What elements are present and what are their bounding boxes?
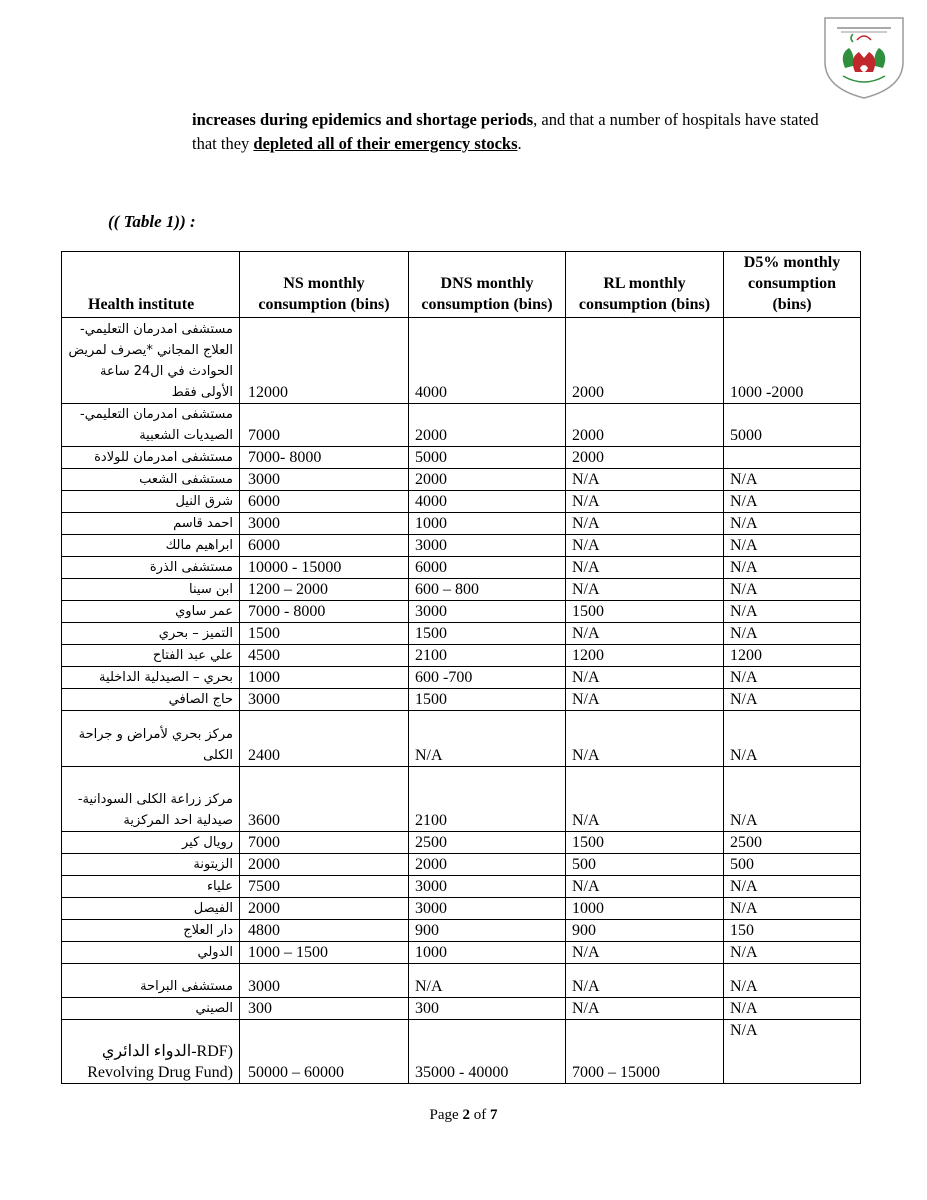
institute-cell: علياء [62,876,240,898]
dns-cell: 600 -700 [409,667,566,689]
rl-cell: N/A [566,964,724,998]
page-total: 7 [489,1107,498,1123]
rl-cell: N/A [566,623,724,645]
table-row [62,767,861,832]
d5-cell: N/A [724,1020,861,1084]
page-of-label: of [473,1107,487,1123]
rl-cell: N/A [566,876,724,898]
d5-cell: N/A [724,601,861,623]
dns-cell: 4000 [409,318,566,404]
rl-cell: 2000 [566,447,724,469]
rl-cell: 1200 [566,645,724,667]
rl-cell: N/A [566,557,724,579]
ns-cell: 1000 – 1500 [240,942,409,964]
rl-cell: N/A [566,513,724,535]
institute-cell: التميز – بحري [62,623,240,645]
d5-cell: N/A [724,898,861,920]
page-footer [0,1107,927,1124]
dns-cell: 900 [409,920,566,942]
institute-cell: ابراهيم مالك [62,535,240,557]
ns-cell: 2000 [240,854,409,876]
rl-cell: N/A [566,469,724,491]
institute-cell: الدواء الدائري-RDF) Revolving Drug Fund) [62,1020,240,1084]
paragraph-end: . [517,134,522,153]
table-row [62,689,861,711]
rl-cell: N/A [566,711,724,767]
d5-cell: N/A [724,535,861,557]
d5-cell: N/A [724,557,861,579]
dns-cell: 300 [409,998,566,1020]
d5-cell: N/A [724,513,861,535]
d5-cell: N/A [724,998,861,1020]
ns-cell: 7000- 8000 [240,447,409,469]
d5-cell: N/A [724,469,861,491]
table-row [62,964,861,998]
table-row [62,404,861,447]
institute-cell: الزيتونة [62,854,240,876]
d5-cell: 150 [724,920,861,942]
d5-cell: 5000 [724,404,861,447]
table-row [62,942,861,964]
dns-cell: 2500 [409,832,566,854]
header-health-institute: Health institute [62,252,240,318]
header-d5: D5% monthly consumption (bins) [724,252,861,318]
dns-cell: 3000 [409,876,566,898]
rl-cell: N/A [566,767,724,832]
ns-cell: 4500 [240,645,409,667]
dns-cell: N/A [409,711,566,767]
d5-cell: N/A [724,623,861,645]
ns-cell: 3000 [240,469,409,491]
institute-cell: مركز زراعة الكلى السودانية- صيدلية احد المركزية [62,767,240,832]
ns-cell: 50000 – 60000 [240,1020,409,1084]
table-row [62,447,861,469]
institute-cell: بحري – الصيدلية الداخلية [62,667,240,689]
dns-cell: 1000 [409,513,566,535]
table-row [62,623,861,645]
rl-cell: N/A [566,491,724,513]
table-row [62,876,861,898]
rl-cell: N/A [566,535,724,557]
table-row [62,832,861,854]
table-row [62,645,861,667]
ns-cell: 7000 [240,404,409,447]
institute-cell: احمد قاسم [62,513,240,535]
dns-cell: 600 – 800 [409,579,566,601]
ns-cell: 4800 [240,920,409,942]
institute-cell: مستشفى الذرة [62,557,240,579]
table-row [62,711,861,767]
dns-cell: 1000 [409,942,566,964]
dns-cell: 2100 [409,645,566,667]
ns-cell: 6000 [240,491,409,513]
rl-cell: 1000 [566,898,724,920]
d5-cell [724,447,861,469]
ns-cell: 3000 [240,964,409,998]
institute-cell: شرق النيل [62,491,240,513]
dns-cell: 35000 - 40000 [409,1020,566,1084]
consumption-table [61,251,861,1084]
rl-cell: 1500 [566,601,724,623]
rl-cell: 2000 [566,318,724,404]
table-row [62,469,861,491]
dns-cell: 6000 [409,557,566,579]
rl-cell: 1500 [566,832,724,854]
d5-cell: 1200 [724,645,861,667]
ns-cell: 2000 [240,898,409,920]
dns-cell: 2000 [409,404,566,447]
paragraph-bold-text: increases during epidemics and shortage periods [192,110,534,129]
d5-cell: N/A [724,491,861,513]
institute-cell: الدولي [62,942,240,964]
institute-cell: مستشفى امدرمان للولادة [62,447,240,469]
institute-cell: مستشفى امدرمان التعليمي- العلاج المجاني *يصرف لمريض الحوادث في ال24 ساعة الأولى فقط [62,318,240,404]
rl-cell: 900 [566,920,724,942]
table-row [62,920,861,942]
d5-cell: N/A [724,767,861,832]
paragraph-emphasis-text: depleted all of their emergency stocks [253,134,518,153]
rl-cell: N/A [566,667,724,689]
dns-cell: 3000 [409,535,566,557]
table-row [62,491,861,513]
institute-cell: ابن سينا [62,579,240,601]
institute-cell: حاج الصافي [62,689,240,711]
ns-cell: 2400 [240,711,409,767]
institute-cell: دار العلاج [62,920,240,942]
table-row [62,579,861,601]
institute-cell: مستشفى امدرمان التعليمي- الصيديات الشعبية [62,404,240,447]
dns-cell: N/A [409,964,566,998]
rl-cell: N/A [566,689,724,711]
ns-cell: 3600 [240,767,409,832]
dns-cell: 4000 [409,491,566,513]
rl-cell: 7000 – 15000 [566,1020,724,1084]
institute-cell: مستشفى البراحة [62,964,240,998]
ns-cell: 12000 [240,318,409,404]
ns-cell: 300 [240,998,409,1020]
d5-cell: 2500 [724,832,861,854]
table-row [62,898,861,920]
d5-cell: 1000 -2000 [724,318,861,404]
table-row [62,318,861,404]
d5-cell: N/A [724,689,861,711]
ns-cell: 7000 [240,832,409,854]
institute-cell: مركز بحري لأمراض و جراحة الكلى [62,711,240,767]
paragraph-text: , and that a number of hospitals have stated that they [192,110,819,153]
rl-cell: N/A [566,998,724,1020]
d5-cell: N/A [724,876,861,898]
ns-cell: 3000 [240,689,409,711]
intro-paragraph [192,108,832,156]
d5-cell: 500 [724,854,861,876]
dns-cell: 2000 [409,469,566,491]
dns-cell: 3000 [409,898,566,920]
rl-cell: N/A [566,579,724,601]
table-title: (( Table 1)) : [108,212,196,231]
institute-cell: علي عبد الفتاح [62,645,240,667]
ns-cell: 6000 [240,535,409,557]
table-row [62,601,861,623]
header-dns: DNS monthly consumption (bins) [409,252,566,318]
d5-cell: N/A [724,579,861,601]
table-row [62,1020,861,1084]
table-header-row [62,252,861,318]
ns-cell: 7000 - 8000 [240,601,409,623]
rl-cell: 500 [566,854,724,876]
ns-cell: 1500 [240,623,409,645]
header-rl: RL monthly consumption (bins) [566,252,724,318]
institute-cell: الفيصل [62,898,240,920]
header-ns: NS monthly consumption (bins) [240,252,409,318]
table-row [62,557,861,579]
dns-cell: 2100 [409,767,566,832]
rl-cell: 2000 [566,404,724,447]
ns-cell: 3000 [240,513,409,535]
table-row [62,513,861,535]
committee-logo [815,10,913,102]
dns-cell: 3000 [409,601,566,623]
institute-cell: الصيني [62,998,240,1020]
page-label: Page [429,1107,459,1123]
table-row [62,535,861,557]
rl-cell: N/A [566,942,724,964]
table-row [62,667,861,689]
dns-cell: 2000 [409,854,566,876]
dns-cell: 1500 [409,623,566,645]
d5-cell: N/A [724,711,861,767]
d5-cell: N/A [724,942,861,964]
ns-cell: 7500 [240,876,409,898]
table-row [62,854,861,876]
institute-cell: عمر ساوي [62,601,240,623]
page-number: 2 [462,1107,470,1123]
ns-cell: 1000 [240,667,409,689]
dns-cell: 1500 [409,689,566,711]
ns-cell: 10000 - 15000 [240,557,409,579]
dns-cell: 5000 [409,447,566,469]
institute-cell: مستشفى الشعب [62,469,240,491]
table-row [62,998,861,1020]
d5-cell: N/A [724,667,861,689]
ns-cell: 1200 – 2000 [240,579,409,601]
d5-cell: N/A [724,964,861,998]
institute-cell: رويال كير [62,832,240,854]
